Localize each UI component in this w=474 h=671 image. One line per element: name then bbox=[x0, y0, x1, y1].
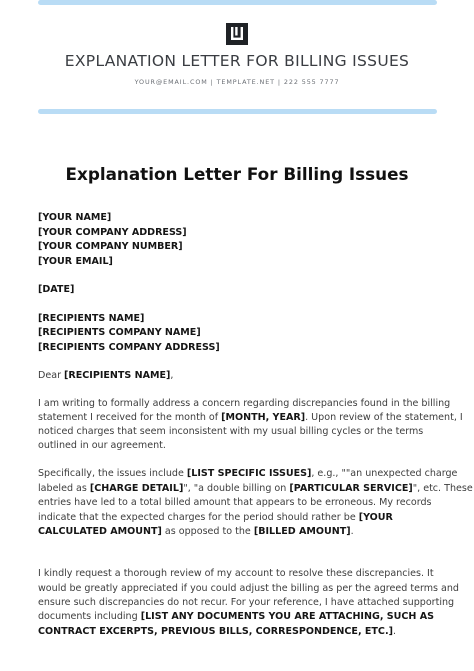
recipient-name: [RECIPIENTS NAME] bbox=[38, 313, 145, 324]
sender-name: [YOUR NAME] bbox=[38, 212, 112, 223]
sender-company-address: [YOUR COMPANY ADDRESS] bbox=[38, 227, 187, 238]
documents-placeholder: [LIST ANY DOCUMENTS YOU ARE ATTACHING, SUCH AS bbox=[140, 611, 434, 622]
sender-email: [YOUR EMAIL] bbox=[38, 256, 113, 267]
specific-issues-placeholder: [LIST SPECIFIC ISSUES] bbox=[186, 468, 312, 479]
document-title: Explanation Letter For Billing Issues bbox=[65, 164, 409, 184]
paragraph-1-line-2 bbox=[38, 410, 463, 425]
text-span: . bbox=[350, 526, 354, 537]
charge-detail-placeholder: [CHARGE DETAIL] bbox=[89, 483, 184, 494]
particular-service-placeholder: [PARTICULAR SERVICE] bbox=[289, 483, 413, 494]
header-top-band bbox=[38, 0, 437, 5]
paragraph-3-line-3: ensure such discrepancies do not recur. For your reference, I have attached supporting bbox=[38, 597, 455, 608]
month-year-placeholder: [MONTH, YEAR] bbox=[221, 412, 306, 423]
text-span: , e.g., ""an unexpected charge bbox=[311, 468, 458, 479]
paragraph-1-line-4: outlined in our agreement. bbox=[38, 440, 166, 451]
text-span: indicate that the expected charges for the period should rather be bbox=[38, 512, 359, 523]
paragraph-3-line-4 bbox=[38, 609, 434, 624]
paragraph-3-line-1: I kindly request a thorough review of my account to resolve these discrepancies. It bbox=[38, 568, 434, 579]
paragraph-2-line-1 bbox=[38, 466, 457, 481]
text-span: Specifically, the issues include bbox=[38, 468, 187, 479]
billed-amount-placeholder: [BILLED AMOUNT] bbox=[253, 526, 351, 537]
text-span: . bbox=[392, 626, 396, 637]
contact-line: YOUR@EMAIL.COM | TEMPLATE.NET | 222 555 7777 bbox=[134, 78, 340, 86]
recipient-company-address: [RECIPIENTS COMPANY ADDRESS] bbox=[38, 342, 220, 353]
paragraph-2-line-3: entries have led to a total billed amount that appears to be erroneous. My records bbox=[38, 497, 432, 508]
paragraph-2-line-2 bbox=[38, 481, 473, 496]
text-span: ", etc. These bbox=[412, 483, 473, 494]
text-span: labeled as bbox=[38, 483, 90, 494]
paragraph-3-line-5 bbox=[38, 624, 396, 639]
text-span: . Upon review of the statement, I bbox=[305, 412, 463, 423]
text-span: statement I received for the month of bbox=[38, 412, 222, 423]
sender-company-number: [YOUR COMPANY NUMBER] bbox=[38, 241, 183, 252]
paragraph-3-line-2: would be greatly appreciated if you could adjust the billing as per the agreed terms and bbox=[38, 583, 459, 594]
salutation bbox=[38, 368, 173, 383]
documents-placeholder-cont: CONTRACT EXCERPTS, PREVIOUS BILLS, CORRESPONDENCE, ETC.] bbox=[38, 626, 393, 637]
text-span: documents including bbox=[38, 611, 141, 622]
recipient-company-name: [RECIPIENTS COMPANY NAME] bbox=[38, 327, 201, 338]
template-logo-icon bbox=[226, 23, 248, 45]
letter-date: [DATE] bbox=[38, 284, 75, 295]
salutation-suffix: , bbox=[170, 370, 174, 381]
paragraph-2-line-4 bbox=[38, 510, 393, 525]
company-title: EXPLANATION LETTER FOR BILLING ISSUES bbox=[64, 52, 410, 70]
salutation-prefix: Dear bbox=[38, 370, 65, 381]
calculated-amount-placeholder-cont: CALCULATED AMOUNT] bbox=[38, 526, 162, 537]
text-span: as opposed to the bbox=[161, 526, 254, 537]
paragraph-2-line-5 bbox=[38, 524, 354, 539]
paragraph-1-line-1: I am writing to formally address a concern regarding discrepancies found in the billing bbox=[38, 398, 451, 409]
text-span: ", "a double billing on bbox=[183, 483, 290, 494]
header-bottom-band bbox=[38, 109, 437, 114]
paragraph-1-line-3: noticed charges that seem inconsistent with my usual billing cycles or the terms bbox=[38, 426, 424, 437]
salutation-name: [RECIPIENTS NAME] bbox=[64, 370, 171, 381]
calculated-amount-placeholder: [YOUR bbox=[358, 512, 393, 523]
